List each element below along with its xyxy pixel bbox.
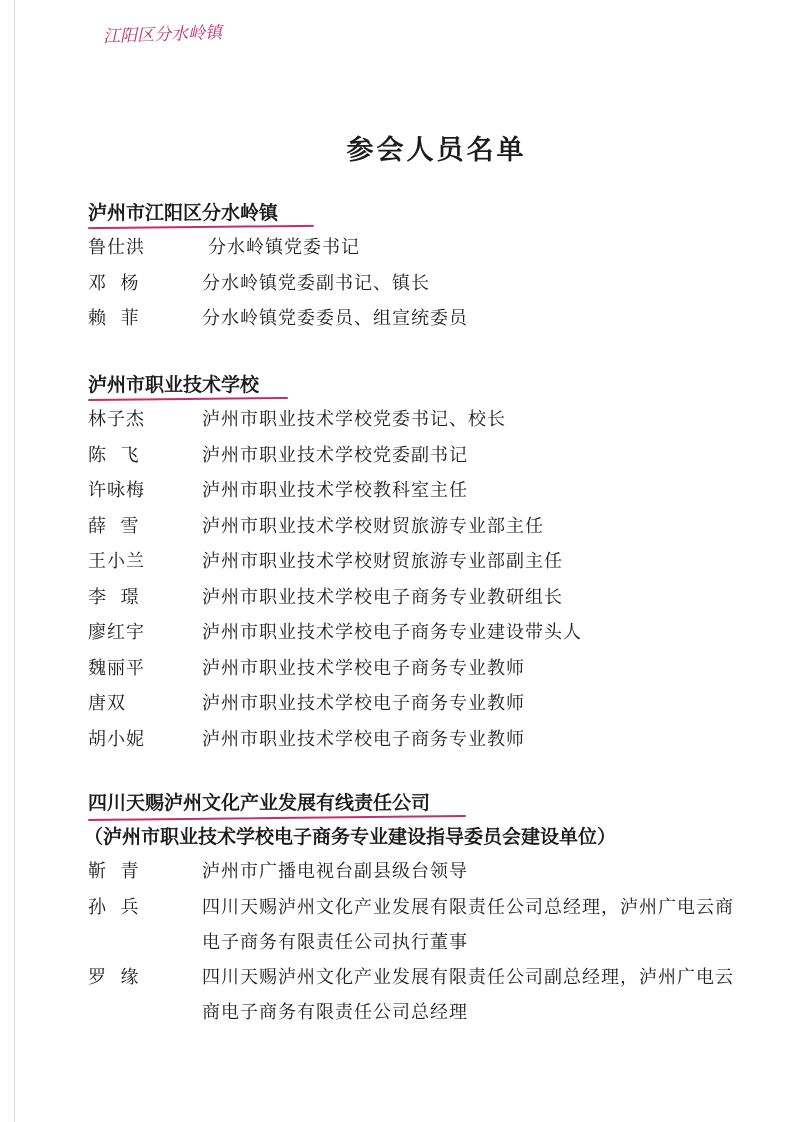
list-item [88,301,748,337]
member-role: 泸州市职业技术学校财贸旅游专业部主任 [202,515,544,537]
member-name: 唐双 [88,693,126,714]
list-item [88,402,748,438]
member-name: 李 璟 [88,586,140,608]
list-item [88,580,748,616]
member-role: 分水岭镇党委委员、组宣统委员 [202,308,468,329]
handwritten-underline [88,397,288,401]
member-name: 鲁仕洪 [88,237,145,258]
list-item [88,854,748,890]
list-item [88,230,748,266]
member-name: 靳 青 [88,861,140,882]
list-item [88,686,748,722]
member-role: 泸州市职业技术学校党委副书记 [202,444,468,466]
section-tianci-company [84,786,748,1030]
member-role: 分水岭镇党委书记 [208,237,360,258]
page-title: 参会人员名单 [346,135,527,166]
list-item [88,960,748,1030]
list-item [88,438,748,474]
section-vocational-school [88,368,748,757]
list-item [88,890,748,960]
member-name: 邓 杨 [88,272,140,294]
member-role: 泸州市广播电视台副县级台领导 [202,861,468,882]
member-role: 四川天赐泸州文化产业发展有限责任公司副总经理，泸州广电云商电子商务有限责任公司总经理 [202,966,734,1023]
member-name: 薛 雪 [88,515,140,537]
section-fenshuiling [88,196,748,337]
list-item [88,544,748,580]
member-name: 魏丽平 [88,657,145,679]
section-heading: 泸州市江阳区分水岭镇 [88,196,748,230]
list-item [88,722,748,758]
handwritten-underline [88,225,314,229]
section-heading: 泸州市职业技术学校 [88,368,748,402]
scan-edge-line [14,0,15,1122]
member-name: 林子杰 [88,409,145,430]
section-subheading: （泸州市职业技术学校电子商务专业建设指导委员会建设单位） [84,826,617,848]
member-name: 胡小妮 [88,728,145,750]
list-item [88,509,748,545]
handwritten-note: 江阳区分水岭镇 [102,22,223,48]
list-item [88,473,748,509]
member-role: 泸州市职业技术学校电子商务专业教师 [202,693,525,714]
member-name: 王小兰 [88,551,145,572]
member-role: 泸州市职业技术学校党委书记、校长 [202,409,506,430]
list-item [88,615,748,651]
member-name: 廖红宇 [88,622,145,643]
member-name: 罗 缘 [88,966,140,988]
member-name: 孙 兵 [88,896,140,918]
member-role: 泸州市职业技术学校电子商务专业教研组长 [202,586,563,608]
member-role: 泸州市职业技术学校电子商务专业建设带头人 [202,622,582,643]
member-role: 泸州市职业技术学校电子商务专业教师 [202,657,525,679]
member-role: 泸州市职业技术学校财贸旅游专业部副主任 [202,551,563,572]
member-role: 泸州市职业技术学校电子商务专业教师 [202,728,525,750]
list-item [88,266,748,302]
list-item [88,651,748,687]
section-heading: 四川天赐泸州文化产业发展有线责任公司 [88,786,748,820]
member-name: 赖 菲 [88,308,140,329]
member-role: 泸州市职业技术学校教科室主任 [202,480,468,501]
member-role: 四川天赐泸州文化产业发展有限责任公司总经理，泸州广电云商电子商务有限责任公司执行董事 [202,896,734,953]
member-name: 陈 飞 [88,444,140,466]
member-role: 分水岭镇党委副书记、镇长 [202,272,430,294]
member-name: 许咏梅 [88,480,145,501]
